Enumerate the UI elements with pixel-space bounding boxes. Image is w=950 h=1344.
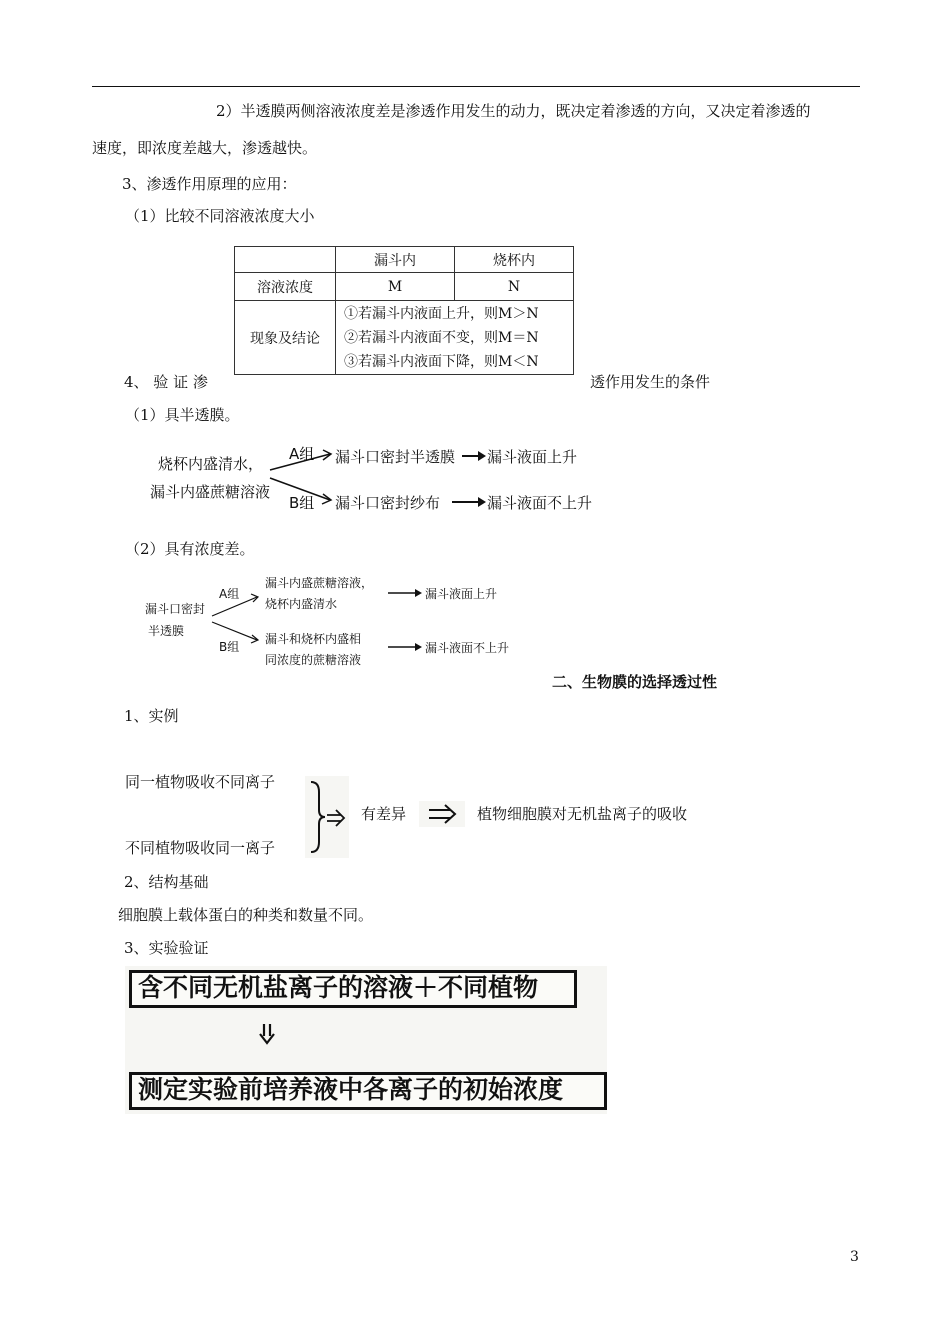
subsection-heading: （1）具半透膜。 xyxy=(125,406,240,424)
table-row-label: 现象及结论 xyxy=(235,301,336,375)
experiment-flow-graphic xyxy=(125,966,607,1114)
group-label: A组 xyxy=(289,445,315,463)
section-heading: 3、实验验证 xyxy=(124,939,209,957)
diagram-step: 烧杯内盛清水 xyxy=(265,597,338,611)
brace-arrow-graphic xyxy=(305,776,349,858)
page-number: 3 xyxy=(850,1249,859,1265)
section-title: 二、生物膜的选择透过性 xyxy=(552,673,718,691)
branch-line-b xyxy=(212,622,257,640)
paragraph-line: 速度，即浓度差越大，渗透越快。 xyxy=(92,139,318,157)
table-header: 烧杯内 xyxy=(455,247,574,273)
implies-arrow-icon xyxy=(419,801,465,827)
diagram-result: 漏斗液面上升 xyxy=(487,448,578,466)
implies-arrow-icon xyxy=(327,810,344,826)
diagram-label: 半透膜 xyxy=(148,624,185,638)
diagram-step: 漏斗口密封半透膜 xyxy=(335,448,456,466)
arrow-head-icon xyxy=(415,643,422,651)
table-cell: M xyxy=(336,273,455,301)
diagram-label: 烧杯内盛清水， xyxy=(158,455,264,473)
table-cell: N xyxy=(455,273,574,301)
diagram-label: 漏斗内盛蔗糖溶液 xyxy=(150,483,271,501)
table-row-label: 溶液浓度 xyxy=(235,273,336,301)
conclusion-line: ③若漏斗内液面下降，则M＜N xyxy=(344,353,539,370)
diagram-step: 漏斗和烧杯内盛相 xyxy=(265,632,362,646)
group-label: B组 xyxy=(289,494,315,512)
diagram-result: 漏斗液面不上升 xyxy=(425,641,510,655)
diagram-label: 漏斗口密封 xyxy=(145,602,206,616)
paragraph-line: 细胞膜上载体蛋白的种类和数量不同。 xyxy=(118,906,374,924)
example-conclusion: 植物细胞膜对无机盐离子的吸收 xyxy=(477,805,688,823)
example-line: 不同植物吸收同一离子 xyxy=(125,839,276,857)
section-heading-continued: 透作用发生的条件 xyxy=(590,373,711,391)
implies-arrow-graphic xyxy=(419,801,465,827)
example-line: 同一植物吸收不同离子 xyxy=(125,773,276,791)
arrow-head-icon xyxy=(415,589,422,597)
diagram-result: 漏斗液面上升 xyxy=(425,587,498,601)
brace-icon xyxy=(305,776,349,858)
branch-line-a xyxy=(212,597,257,616)
paragraph-line: 2）半透膜两侧溶液浓度差是渗透作用发生的动力，既决定着渗透的方向，又决定着渗透的 xyxy=(216,102,811,120)
diagram-result: 漏斗液面不上升 xyxy=(487,494,593,512)
group-label: A组 xyxy=(219,587,240,601)
section-heading: 2、结构基础 xyxy=(124,873,209,891)
diagram-step: 漏斗内盛蔗糖溶液， xyxy=(265,576,374,590)
section-heading: 3、渗透作用原理的应用： xyxy=(122,175,297,193)
experiment-step-box: 含不同无机盐离子的溶液＋不同植物 xyxy=(129,970,577,1008)
down-arrow-icon xyxy=(257,1022,277,1046)
experiment-step-box: 测定实验前培养液中各离子的初始浓度 xyxy=(129,1072,607,1110)
subsection-heading: （1）比较不同溶液浓度大小 xyxy=(125,207,315,225)
conclusion-line: ①若漏斗内液面上升，则M＞N xyxy=(344,305,539,322)
subsection-heading: （2）具有浓度差。 xyxy=(125,540,255,558)
section-heading: 1、实例 xyxy=(124,707,179,725)
diagram-step: 同浓度的蔗糖溶液 xyxy=(265,653,362,667)
group-label: B组 xyxy=(219,640,240,654)
table-header: 漏斗内 xyxy=(336,247,455,273)
example-mid: 有差异 xyxy=(361,805,407,823)
section-heading: 4、 验 证 渗 xyxy=(124,373,208,391)
conclusion-line: ②若漏斗内液面不变，则M＝N xyxy=(344,329,539,346)
diagram-step: 漏斗口密封纱布 xyxy=(335,494,441,512)
